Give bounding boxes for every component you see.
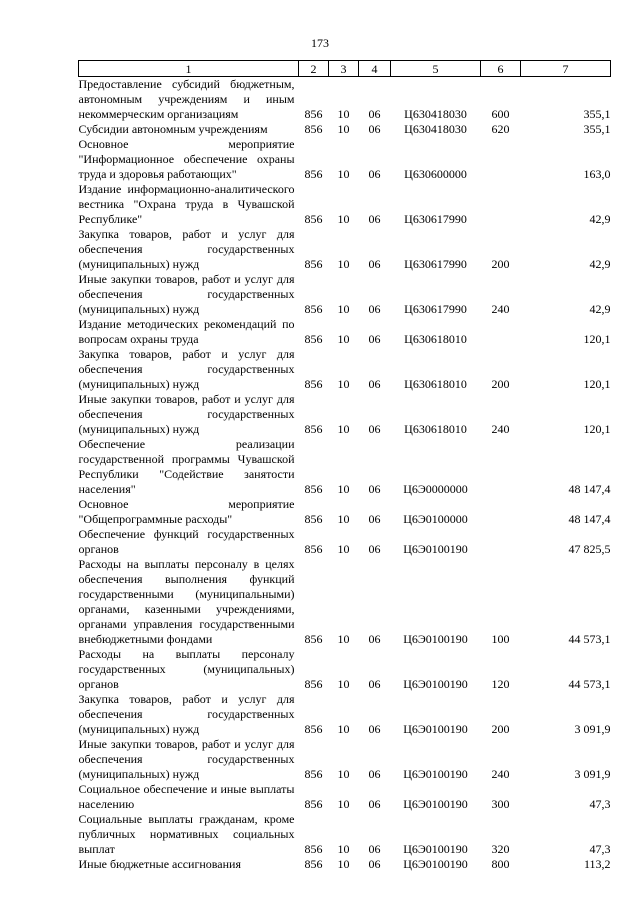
cell-section: 10 [337, 422, 350, 436]
cell-expense-type [481, 527, 521, 557]
cell-section: 10 [337, 302, 350, 316]
table-row [79, 557, 611, 647]
cell-amount: 163,0 [583, 167, 611, 181]
cell-target-article: Ц6Э0100190 [403, 767, 468, 781]
column-header: 5 [391, 61, 481, 77]
cell-expense-type: 120 [491, 677, 510, 691]
cell-target-article: Ц630618010 [404, 422, 467, 436]
cell-target-article: Ц6Э0100190 [403, 797, 468, 811]
cell-expense-type [481, 317, 521, 347]
row-name: Расходы на выплаты персоналу государственных (муниципальных) органов [78, 647, 295, 691]
cell-target-article: Ц6Э0100190 [403, 722, 468, 736]
table-row [79, 782, 611, 812]
cell-section: 10 [337, 722, 350, 736]
cell-subsection: 06 [368, 842, 381, 856]
column-header: 3 [329, 61, 359, 77]
cell-kvsr: 856 [304, 377, 323, 391]
cell-section: 10 [337, 797, 350, 811]
cell-kvsr: 856 [304, 797, 323, 811]
row-name: Иные закупки товаров, работ и услуг для обеспечения государственных (муниципальных) нужд [78, 737, 295, 781]
cell-subsection: 06 [368, 167, 381, 181]
table-row [79, 857, 611, 872]
cell-expense-type: 240 [491, 767, 510, 781]
cell-target-article: Ц6Э0100190 [403, 632, 468, 646]
cell-target-article: Ц630418030 [404, 107, 467, 121]
cell-section: 10 [337, 677, 350, 691]
table-row [79, 317, 611, 347]
cell-target-article: Ц6Э0100190 [403, 542, 468, 556]
cell-section: 10 [337, 482, 350, 496]
cell-kvsr: 856 [304, 167, 323, 181]
cell-target-article: Ц6Э0000000 [403, 482, 468, 496]
table-row [79, 182, 611, 227]
cell-subsection: 06 [368, 482, 381, 496]
cell-section: 10 [337, 122, 350, 136]
row-name: Иные бюджетные ассигнования [78, 857, 241, 871]
cell-amount: 42,9 [589, 212, 611, 226]
cell-section: 10 [337, 542, 350, 556]
cell-subsection: 06 [368, 422, 381, 436]
row-name: Социальные выплаты гражданам, кроме публичных нормативных социальных выплат [78, 812, 295, 856]
table-row [79, 272, 611, 317]
cell-amount: 47,3 [589, 797, 611, 811]
cell-kvsr: 856 [304, 512, 323, 526]
table-row [79, 812, 611, 857]
column-header: 1 [79, 61, 299, 77]
row-name: Иные закупки товаров, работ и услуг для обеспечения государственных (муниципальных) нужд [78, 392, 295, 436]
cell-amount: 120,1 [583, 377, 611, 391]
cell-section: 10 [337, 512, 350, 526]
cell-kvsr: 856 [304, 842, 323, 856]
cell-expense-type: 200 [491, 257, 510, 271]
cell-amount: 120,1 [583, 422, 611, 436]
table-row [79, 497, 611, 527]
cell-section: 10 [337, 167, 350, 181]
cell-amount: 3 091,9 [574, 767, 611, 781]
cell-kvsr: 856 [304, 722, 323, 736]
row-name: Закупка товаров, работ и услуг для обеспечения государственных (муниципальных) нужд [78, 347, 295, 391]
cell-subsection: 06 [368, 542, 381, 556]
cell-target-article: Ц6Э0100190 [403, 857, 468, 871]
cell-expense-type: 620 [491, 122, 510, 136]
cell-section: 10 [337, 857, 350, 871]
cell-expense-type: 240 [491, 422, 510, 436]
cell-section: 10 [337, 632, 350, 646]
cell-expense-type [481, 497, 521, 527]
cell-kvsr: 856 [304, 257, 323, 271]
table-row [79, 77, 611, 123]
row-name: Субсидии автономным учреждениям [78, 122, 268, 136]
row-name: Основное мероприятие "Информационное обеспечение охраны труда и здоровья работающих" [78, 137, 295, 181]
cell-subsection: 06 [368, 302, 381, 316]
table-row [79, 647, 611, 692]
page-number: 173 [311, 36, 329, 50]
cell-amount: 355,1 [583, 107, 611, 121]
cell-expense-type [481, 137, 521, 182]
cell-section: 10 [337, 107, 350, 121]
cell-subsection: 06 [368, 257, 381, 271]
cell-section: 10 [337, 767, 350, 781]
cell-expense-type: 320 [491, 842, 510, 856]
column-header: 4 [359, 61, 391, 77]
cell-subsection: 06 [368, 857, 381, 871]
row-name: Расходы на выплаты персоналу в целях обеспечения выполнения функций государственными (муниципальными) органами, казенными учреждениями, органами управления государственными внебюджетными фондами [78, 557, 295, 646]
cell-amount: 44 573,1 [568, 632, 611, 646]
row-name: Предоставление субсидий бюджетным, автономным учреждениям и иным некоммерческим организациям [78, 77, 295, 121]
table-row [79, 692, 611, 737]
cell-kvsr: 856 [304, 857, 323, 871]
row-name: Обеспечение функций государственных органов [78, 527, 295, 556]
table-body [79, 77, 611, 873]
row-name: Иные закупки товаров, работ и услуг для обеспечения государственных (муниципальных) нужд [78, 272, 295, 316]
cell-subsection: 06 [368, 722, 381, 736]
cell-kvsr: 856 [304, 422, 323, 436]
cell-kvsr: 856 [304, 302, 323, 316]
cell-target-article: Ц6Э0100190 [403, 842, 468, 856]
budget-table [78, 60, 611, 872]
cell-amount: 47 825,5 [568, 542, 611, 556]
cell-subsection: 06 [368, 632, 381, 646]
cell-expense-type: 800 [491, 857, 510, 871]
cell-section: 10 [337, 257, 350, 271]
cell-target-article: Ц630600000 [404, 167, 467, 181]
table-row [79, 527, 611, 557]
row-name: Закупка товаров, работ и услуг для обеспечения государственных (муниципальных) нужд [78, 227, 295, 271]
cell-kvsr: 856 [304, 212, 323, 226]
cell-kvsr: 856 [304, 677, 323, 691]
cell-amount: 47,3 [589, 842, 611, 856]
cell-section: 10 [337, 332, 350, 346]
column-header: 2 [299, 61, 329, 77]
cell-subsection: 06 [368, 332, 381, 346]
cell-section: 10 [337, 842, 350, 856]
cell-amount: 120,1 [583, 332, 611, 346]
cell-expense-type: 200 [491, 377, 510, 391]
table-row [79, 137, 611, 182]
cell-target-article: Ц630618010 [404, 377, 467, 391]
table-row [79, 737, 611, 782]
cell-subsection: 06 [368, 797, 381, 811]
column-header: 7 [521, 61, 611, 77]
cell-kvsr: 856 [304, 332, 323, 346]
table-row [79, 122, 611, 137]
cell-amount: 355,1 [583, 122, 611, 136]
cell-amount: 48 147,4 [568, 482, 611, 496]
cell-target-article: Ц630418030 [404, 122, 467, 136]
cell-kvsr: 856 [304, 107, 323, 121]
cell-expense-type: 100 [491, 632, 510, 646]
cell-amount: 44 573,1 [568, 677, 611, 691]
row-name: Закупка товаров, работ и услуг для обеспечения государственных (муниципальных) нужд [78, 692, 295, 736]
table-row [79, 347, 611, 392]
column-header: 6 [481, 61, 521, 77]
cell-expense-type: 200 [491, 722, 510, 736]
cell-target-article: Ц630617990 [404, 257, 467, 271]
cell-target-article: Ц6Э0100000 [403, 512, 468, 526]
table-row [79, 392, 611, 437]
cell-section: 10 [337, 212, 350, 226]
cell-target-article: Ц6Э0100190 [403, 677, 468, 691]
cell-kvsr: 856 [304, 482, 323, 496]
cell-expense-type: 240 [491, 302, 510, 316]
row-name: Социальное обеспечение и иные выплаты населению [78, 782, 295, 811]
row-name: Издание информационно-аналитического вестника "Охрана труда в Чувашской Республике" [78, 182, 295, 226]
cell-target-article: Ц630617990 [404, 302, 467, 316]
cell-expense-type: 600 [491, 107, 510, 121]
cell-subsection: 06 [368, 107, 381, 121]
cell-expense-type [481, 182, 521, 227]
table-row [79, 227, 611, 272]
row-name: Обеспечение реализации государственной программы Чувашской Республики "Содействие занятости населения" [78, 437, 295, 496]
cell-subsection: 06 [368, 212, 381, 226]
cell-target-article: Ц630618010 [404, 332, 467, 346]
cell-expense-type [481, 437, 521, 497]
cell-amount: 113,2 [583, 857, 611, 871]
table-row [79, 437, 611, 497]
cell-kvsr: 856 [304, 122, 323, 136]
cell-subsection: 06 [368, 512, 381, 526]
row-name: Издание методических рекомендаций по вопросам охраны труда [78, 317, 295, 346]
cell-subsection: 06 [368, 767, 381, 781]
cell-amount: 42,9 [589, 302, 611, 316]
cell-kvsr: 856 [304, 632, 323, 646]
cell-subsection: 06 [368, 677, 381, 691]
cell-subsection: 06 [368, 377, 381, 391]
header-row [79, 61, 611, 77]
row-name: Основное мероприятие "Общепрограммные расходы" [78, 497, 295, 526]
cell-target-article: Ц630617990 [404, 212, 467, 226]
cell-kvsr: 856 [304, 767, 323, 781]
cell-amount: 3 091,9 [574, 722, 611, 736]
cell-amount: 48 147,4 [568, 512, 611, 526]
cell-kvsr: 856 [304, 542, 323, 556]
cell-expense-type: 300 [491, 797, 510, 811]
cell-section: 10 [337, 377, 350, 391]
cell-subsection: 06 [368, 122, 381, 136]
cell-amount: 42,9 [589, 257, 611, 271]
